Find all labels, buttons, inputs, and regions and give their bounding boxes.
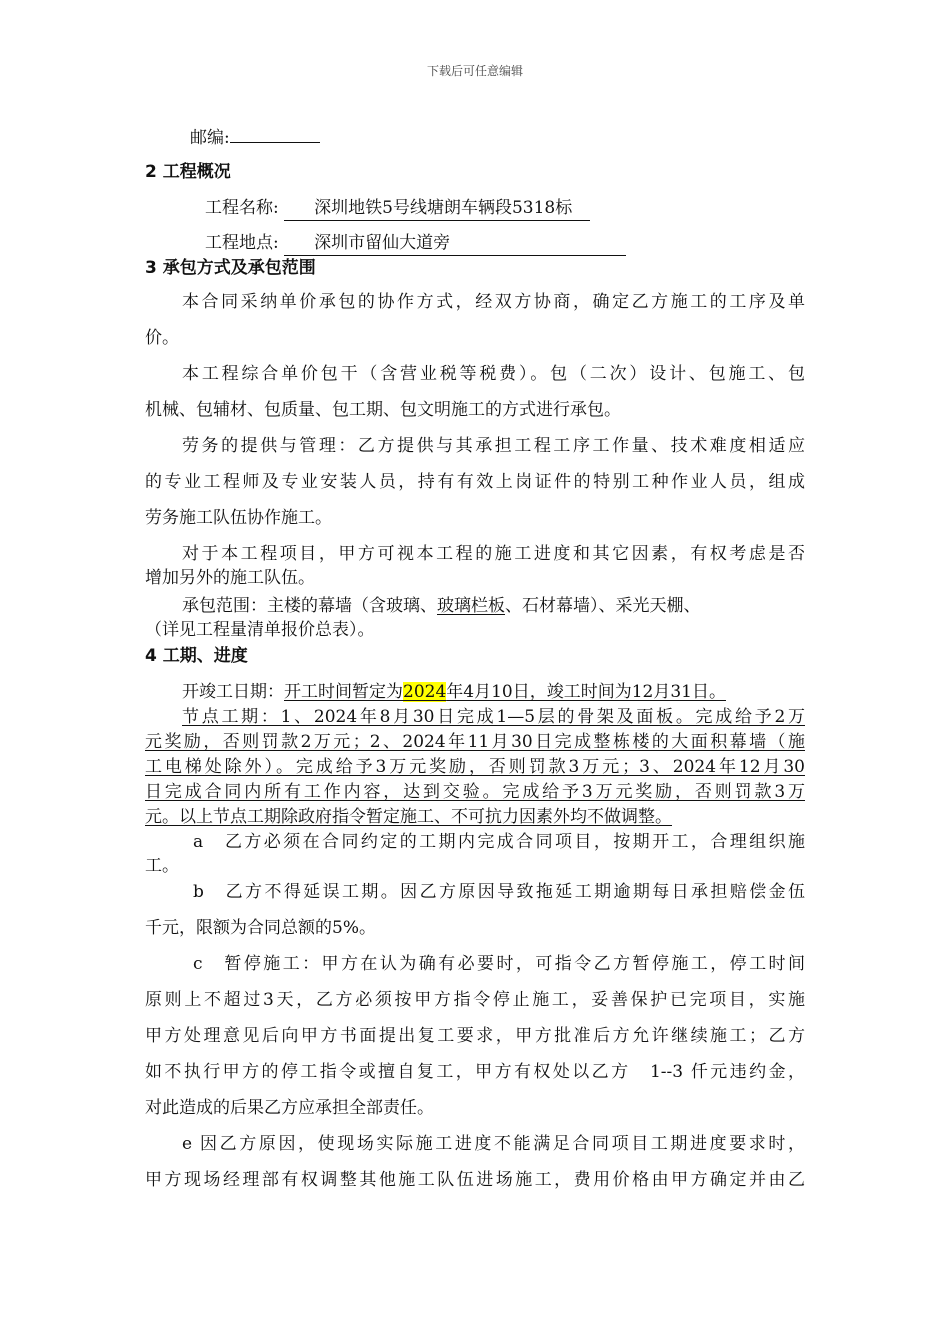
node-line: 元奖励，否则罚款2万元；2、2024年11月30日完成整栋楼的大面积幕墙（施 [145,732,805,752]
clause-c-cont: 甲方处理意见后向甲方书面提出复工要求，甲方批准后方允许继续施工；乙方 [145,1026,805,1046]
clause-e: e 因乙方原因，使现场实际施工进度不能满足合同项目工期进度要求时， [182,1134,805,1154]
project-site-value: 深圳市留仙大道旁 [284,231,626,256]
s3-line: 本合同采纳单价承包的协作方式，经双方协商，确定乙方施工的工序及单 [182,292,805,312]
start-year-highlight: 2024 [403,682,447,702]
s3-line: 机械、包辅材、包质量、包工期、包文明施工的方式进行承包。 [145,400,621,420]
s3-line: 本工程综合单价包干（含营业税等税费）。包（二次）设计、包施工、包 [182,364,805,384]
project-site-field [205,231,626,256]
section4-title: 4 工期、进度 [145,646,248,666]
project-site-label: 工程地点: [205,233,279,253]
postcode-field [190,126,320,150]
start-date-line [145,680,805,704]
project-name-field [205,196,590,221]
page-header: 下载后可任意编辑 [426,64,523,78]
s3-line: 劳务的提供与管理：乙方提供与其承担工程工序工作量、技术难度相适应 [182,436,805,456]
section2-title: 2 工程概况 [145,162,231,182]
project-name-label: 工程名称: [205,198,279,218]
scope-text-a: 承包范围：主楼的幕墙（含玻璃、 [182,596,437,616]
postcode-blank [230,142,320,143]
scope-text-c: 、石材幕墙）、采光天棚、 [505,596,701,616]
clause-c-cont: 如不执行甲方的停工指令或擅自复工，甲方有权处以乙方 1--3 仟元违约金， [145,1062,805,1082]
s3-line: 增加另外的施工队伍。 [145,568,315,588]
clause-e-cont: 甲方现场经理部有权调整其他施工队伍进场施工，费用价格由甲方确定并由乙 [145,1170,805,1190]
clause-a-cont: 工。 [145,856,179,876]
node-line: 节点工期：1、2024年8月30日完成1—5层的骨架及面板。完成给予2万 [182,707,805,727]
clause-b-cont: 千元，限额为合同总额的5%。 [145,918,376,938]
section3-title: 3 承包方式及承包范围 [145,258,316,278]
clause-c-cont: 对此造成的后果乙方应承担全部责任。 [145,1098,434,1118]
s3-line: 的专业工程师及专业安装人员，持有有效上岗证件的特别工种作业人员，组成 [145,472,805,492]
scope-line [145,594,805,618]
node-line: 元。以上节点工期除政府指令暂定施工、不可抗力因素外均不做调整。 [145,807,672,827]
node-line: 工电梯处除外）。完成给予3万元奖励，否则罚款3万元；3、2024年12月30 [145,757,805,777]
s3-line: 劳务施工队伍协作施工。 [145,508,332,528]
s3-line: 对于本工程项目，甲方可视本工程的施工进度和其它因素，有权考虑是否 [182,544,805,564]
start-label: 开竣工日期： [182,682,284,702]
start-text-a: 开工时间暂定为 [284,682,403,702]
clause-a: a 乙方必须在合同约定的工期内完成合同项目，按期开工，合理组织施 [193,832,805,852]
clause-b: b 乙方不得延误工期。因乙方原因导致拖延工期逾期每日承担赔偿金伍 [193,882,805,902]
project-name-value: 深圳地铁5号线塘朗车辆段5318标 [284,196,590,221]
clause-c-cont: 原则上不超过3天，乙方必须按甲方指令停止施工，妥善保护已完项目，实施 [145,990,805,1010]
node-line: 日完成合同内所有工作内容，达到交验。完成给予3万元奖励，否则罚款3万 [145,782,805,802]
start-text-b: 年4月10日，竣工时间为12月31日。 [446,682,726,702]
scope-line-2: （详见工程量清单报价总表）。 [145,620,375,640]
s3-line: 价。 [145,328,179,348]
clause-c: c 暂停施工：甲方在认为确有必要时，可指令乙方暂停施工，停工时间 [193,954,805,974]
postcode-label: 邮编: [190,128,230,148]
scope-text-b: 玻璃栏板 [437,596,505,616]
